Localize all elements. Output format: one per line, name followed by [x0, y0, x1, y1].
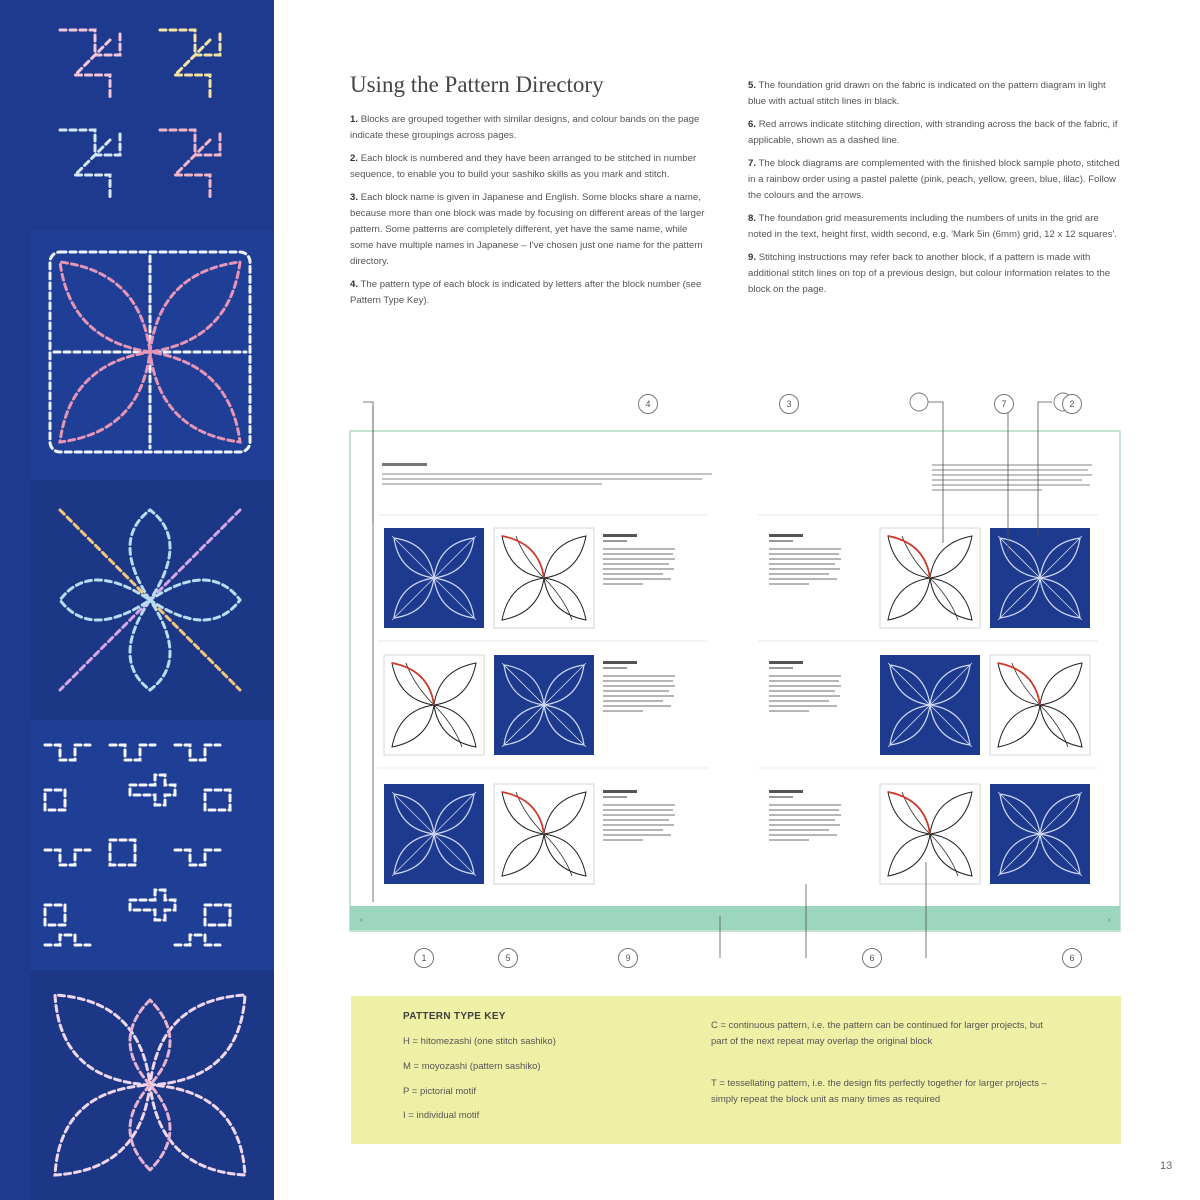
- callout-marker: 7: [994, 394, 1014, 414]
- instruction-item: 8. The foundation grid measurements including the numbers of units in the grid are noted in the text, height first, width second, e.g. 'Mark 5in (6mm) grid, 12 x 12 squares'.: [748, 213, 1117, 240]
- callout-marker: 6: [1062, 948, 1082, 968]
- key-title: PATTERN TYPE KEY: [403, 1011, 506, 1022]
- svg-text:‹: ‹: [360, 917, 363, 924]
- instruction-item: 6. Red arrows indicate stitching direction, with stranding across the back of the fabric, if applicable, shown as a dashed line.: [748, 119, 1118, 146]
- callout-marker: 6: [862, 948, 882, 968]
- page-number: 13: [1160, 1160, 1173, 1172]
- instruction-item: 5. The foundation grid drawn on the fabric is indicated on the pattern diagram in light blue with actual stitch lines in black.: [748, 80, 1106, 107]
- callout-marker: 9: [618, 948, 638, 968]
- instructions-left-column: [350, 112, 706, 316]
- callout-marker: 2: [1062, 394, 1082, 414]
- instruction-item: 9. Stitching instructions may refer back to another block, if a pattern is made with additional stitch lines on top of a previous design, but colour information relates to the block on the page.: [748, 252, 1111, 295]
- instruction-item: 7. The block diagrams are complemented with the finished block sample photo, stitched in a rainbow order using a pastel palette (pink, peach, yellow, green, blue, lilac). Follow the colours and the arrows.: [748, 158, 1120, 201]
- key-item: P = pictorial motif: [403, 1086, 476, 1097]
- instruction-item: 3. Each block name is given in Japanese and English. Some blocks share a name, because more than one block was made by focusing on different areas of the larger pattern. Some patterns are completely different, yet have the same name, while some have multiple names in Japanese – I've chosen just one name for the pattern directory.: [350, 192, 705, 267]
- callout-marker: 4: [638, 394, 658, 414]
- directory-spread-diagram: [348, 388, 1128, 974]
- key-item: I = individual motif: [403, 1110, 480, 1121]
- key-item: M = moyozashi (pattern sashiko): [403, 1061, 541, 1072]
- instruction-item: 2. Each block is numbered and they have been arranged to be stitched in number sequence, to enable you to build your sashiko skills as you mark and stitch.: [350, 153, 697, 180]
- key-continuous: C = continuous pattern, i.e. the pattern can be continued for larger projects, but part of the next repeat may overlap the original block: [711, 1020, 1043, 1047]
- key-tessellating: T = tessellating pattern, i.e. the design fits perfectly together for larger projects – simply repeat the block unit as many times as required: [711, 1078, 1047, 1105]
- book-page: [274, 0, 1200, 1200]
- key-item: H = hitomezashi (one stitch sashiko): [403, 1036, 556, 1047]
- callout-marker: 1: [414, 948, 434, 968]
- instruction-item: 4. The pattern type of each block is indicated by letters after the block number (see Pattern Type Key).: [350, 279, 702, 306]
- callout-marker: 5: [498, 948, 518, 968]
- sashiko-sample-photo: [0, 0, 274, 1200]
- instruction-item: 1. Blocks are grouped together with similar designs, and colour bands on the page indicate these groupings across pages.: [350, 114, 700, 141]
- callout-marker: 3: [779, 394, 799, 414]
- pattern-type-key: [351, 996, 1121, 1144]
- page-heading: Using the Pattern Directory: [350, 72, 604, 97]
- instructions-right-column: [748, 78, 1120, 305]
- svg-text:›: ›: [1108, 917, 1111, 924]
